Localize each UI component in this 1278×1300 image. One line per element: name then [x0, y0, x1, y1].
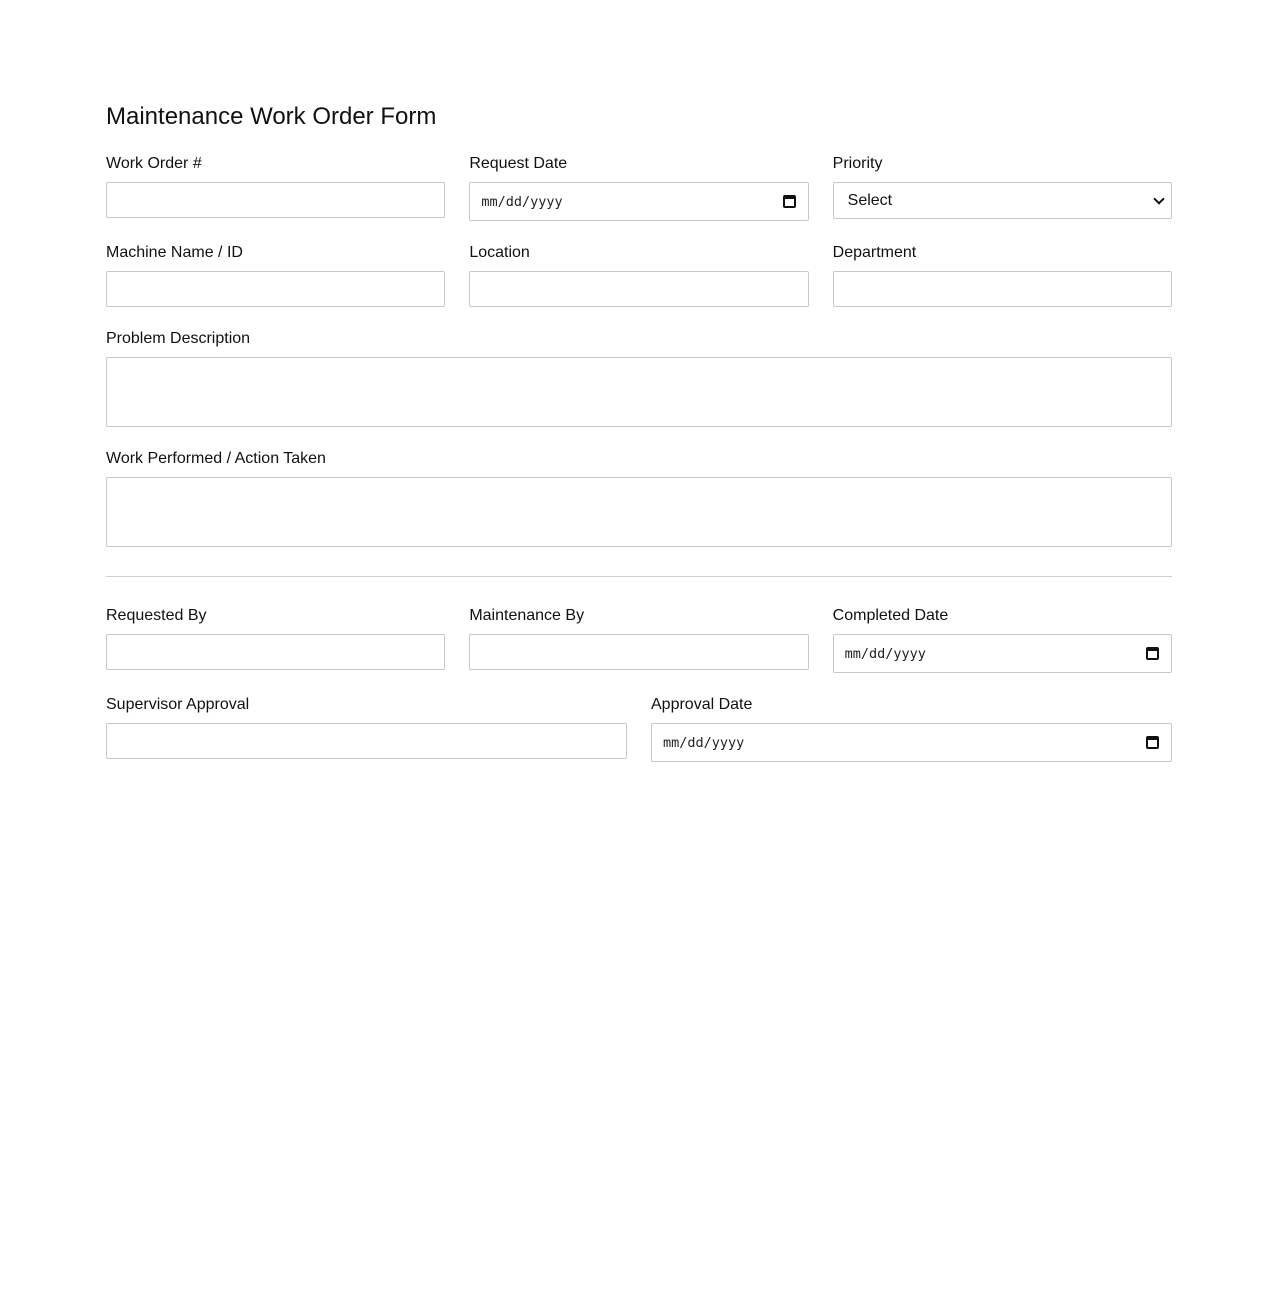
completed-date-placeholder: mm/dd/yyyy	[844, 645, 926, 662]
row-1	[106, 154, 1172, 221]
page-title: Maintenance Work Order Form	[106, 103, 437, 130]
request-date-field	[469, 154, 808, 221]
location-input[interactable]	[469, 271, 808, 307]
location-label: Location	[469, 244, 530, 261]
machine-field	[106, 243, 445, 307]
work-order-field	[106, 154, 445, 221]
work-performed-textarea[interactable]	[106, 477, 1172, 547]
problem-field	[106, 329, 1172, 427]
chevron-down-icon	[1153, 193, 1164, 204]
work-performed-field	[106, 449, 1172, 547]
calendar-icon[interactable]	[1146, 736, 1159, 749]
approval-date-placeholder: mm/dd/yyyy	[663, 734, 745, 751]
maintenance-by-label: Maintenance By	[469, 607, 585, 624]
requested-by-input[interactable]	[106, 634, 445, 670]
request-date-input[interactable]	[469, 182, 808, 221]
row-5	[106, 606, 1172, 673]
calendar-icon[interactable]	[783, 195, 796, 208]
supervisor-label: Supervisor Approval	[106, 696, 250, 713]
completed-date-field	[833, 606, 1172, 673]
approval-date-field	[651, 695, 1172, 762]
maintenance-by-input[interactable]	[469, 634, 808, 670]
priority-label: Priority	[832, 155, 883, 172]
requested-by-field	[106, 606, 445, 673]
row-4	[106, 449, 1172, 547]
department-field	[833, 243, 1172, 307]
location-field	[469, 243, 808, 307]
completed-date-input[interactable]	[833, 634, 1172, 673]
department-input[interactable]	[833, 271, 1172, 307]
machine-label: Machine Name / ID	[106, 244, 243, 261]
problem-label: Problem Description	[106, 330, 251, 347]
approval-date-input[interactable]	[651, 723, 1172, 762]
request-date-placeholder: mm/dd/yyyy	[481, 193, 563, 210]
work-order-input[interactable]	[106, 182, 445, 218]
problem-textarea[interactable]	[106, 357, 1172, 427]
machine-input[interactable]	[106, 271, 445, 307]
approval-date-label: Approval Date	[651, 696, 753, 713]
supervisor-input[interactable]	[106, 723, 627, 759]
row-2	[106, 243, 1172, 307]
department-label: Department	[832, 244, 917, 261]
calendar-icon[interactable]	[1146, 647, 1159, 660]
supervisor-field	[106, 695, 627, 762]
section-divider	[106, 576, 1172, 577]
maintenance-by-field	[469, 606, 808, 673]
completed-date-label: Completed Date	[832, 607, 949, 624]
priority-select[interactable]	[833, 182, 1172, 219]
requested-by-label: Requested By	[106, 607, 207, 624]
work-performed-label: Work Performed / Action Taken	[106, 450, 326, 467]
row-3	[106, 329, 1172, 427]
priority-selected-value: Select	[847, 191, 893, 209]
priority-field	[833, 154, 1172, 221]
request-date-label: Request Date	[469, 155, 568, 172]
row-6	[106, 695, 1172, 762]
work-order-label: Work Order #	[106, 155, 202, 172]
